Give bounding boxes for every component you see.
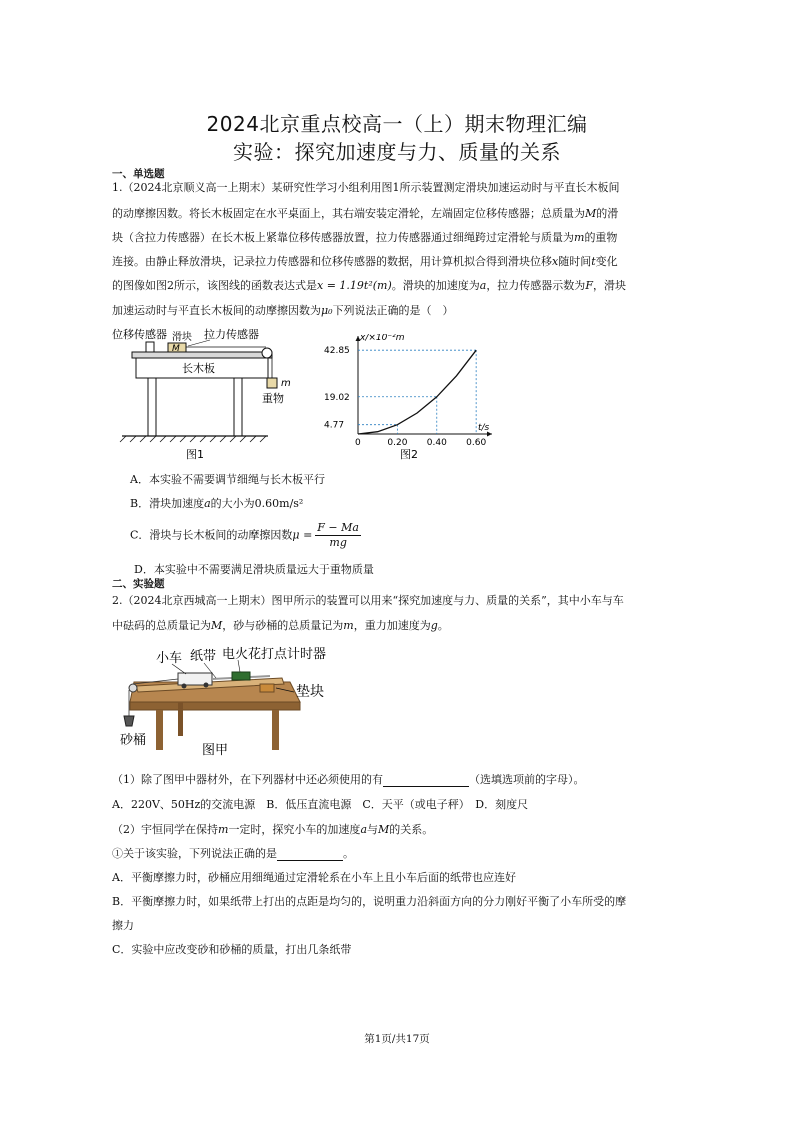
wedge-block — [260, 684, 274, 692]
table-leg-1 — [156, 710, 163, 750]
q1-formula: x = 1.19t²(m) — [317, 279, 392, 292]
q2-line-1: 2.（2024北京西城高一上期末）图甲所示的装置可以用来“探究加速度与力、质量的关系”，其中小车与车 — [112, 594, 624, 607]
friction-fraction: $\frac{F - Ma}{mg}$ — [317, 521, 359, 549]
q2-sub2: （2）宇恒同学在保持m一定时，探究小车的加速度a与M的关系。 — [112, 823, 434, 836]
table-leg-3 — [178, 702, 183, 736]
spark-timer — [232, 672, 250, 680]
q1-option-c[interactable]: C．滑块与长木板间的动摩擦因数μ = $\frac{F - Ma}{mg}$ — [130, 521, 359, 549]
answer-blank-1[interactable] — [383, 773, 469, 787]
page-number: 第1页/共17页 — [364, 1033, 430, 1045]
x-tick-label: 0 — [355, 438, 361, 448]
document-title: 2024北京重点校高一（上）期末物理汇编 — [206, 112, 588, 136]
q2-line-2: 中砝码的总质量记为M，砂与砂桶的总质量记为m，重力加速度为g。 — [112, 619, 449, 632]
section-heading-experiment: 二、实验题 — [112, 578, 165, 590]
q1-line-4: 连接。由静止释放滑块，记录拉力传感器和位移传感器的数据，用计算机拟合得到滑块位移x随时间t变化 — [112, 255, 618, 268]
table-leg-left — [148, 378, 156, 436]
q1-option-d[interactable]: D．本实验中不需要满足滑块质量远大于重物质量 — [134, 563, 374, 576]
q1-line-5: 的图像如图2所示，该图线的函数表达式是x = 1.19t²(m)。滑块的加速度为a，拉力传感器示数为F，滑块 — [112, 279, 626, 292]
cart-label: 小车 — [156, 651, 183, 666]
q2-sub1-options[interactable]: A．220V、50Hz的交流电源 B．低压直流电源 C．天平（或电子秤） D．刻度尺 — [112, 798, 529, 811]
q1-option-b[interactable]: B．滑块加速度a的大小为0.60m/s² — [130, 497, 304, 510]
x-tick-label: 0.40 — [426, 438, 447, 448]
pulley — [129, 684, 137, 692]
weight-block — [267, 378, 277, 388]
figure-1-apparatus — [112, 324, 292, 464]
displacement-sensor — [146, 342, 154, 352]
y-tick-label: 42.85 — [324, 346, 350, 357]
q1-line-6: 加速运动时与平直长木板间的动摩擦因数为μ₀下列说法正确的是（ ） — [112, 304, 454, 317]
force-sensor-label: 拉力传感器 — [204, 328, 259, 341]
figure-2-caption: 图2 — [400, 448, 418, 461]
ground-hatch — [120, 436, 266, 442]
q1-option-a[interactable]: A．本实验不需要调节细绳与长木板平行 — [130, 473, 325, 486]
q2-option-b-line2: 擦力 — [112, 919, 134, 932]
answer-blank-2[interactable] — [277, 847, 343, 861]
slider-label: 滑块 — [172, 332, 192, 343]
q2-sub2-q1: ①关于该实验，下列说法正确的是 。 — [112, 847, 354, 860]
section-heading-single-choice: 一、单选题 — [112, 168, 165, 180]
slider-mass-label: M — [172, 344, 180, 354]
q1-line-2: 的动摩擦因数。将长木板固定在水平桌面上，其右端安装定滑轮，左端固定位移传感器；总质量为M的滑 — [112, 207, 619, 220]
y-axis-label: x/×10⁻²m — [360, 334, 405, 343]
figure-jia-apparatus — [120, 644, 350, 762]
tape-label: 纸带 — [190, 649, 217, 664]
board-label: 长木板 — [182, 362, 215, 375]
x-tick-label: 0.60 — [466, 438, 487, 448]
q2-option-a[interactable]: A．平衡摩擦力时，砂桶应用细绳通过定滑轮系在小车上且小车后面的纸带也应连好 — [112, 871, 516, 884]
x-tick-label: 0.20 — [387, 438, 408, 448]
document-subtitle: 实验：探究加速度与力、质量的关系 — [233, 140, 561, 164]
timer-label: 电火花打点计时器 — [222, 647, 327, 662]
x-axis-label: t/s — [478, 423, 490, 433]
block-label: 垫块 — [296, 684, 324, 700]
series-line — [358, 350, 476, 434]
table-leg-2 — [272, 710, 279, 750]
figure-jia-caption: 图甲 — [202, 743, 229, 758]
q1-line-3: 块（含拉力传感器）在长木板上紧靠位移传感器放置，拉力传感器通过细绳跨过定滑轮与质量为m的重物 — [112, 231, 618, 244]
figure-1-caption: 图1 — [186, 448, 204, 461]
table-front — [130, 702, 300, 710]
long-board — [132, 352, 272, 358]
weight-label: 重物 — [262, 392, 284, 405]
sand-bucket — [124, 716, 134, 726]
q2-option-b-line1[interactable]: B．平衡摩擦力时，如果纸带上打出的点距是均匀的，说明重力沿斜面方向的分力刚好平衡了小车所受的摩 — [112, 895, 627, 908]
displacement-sensor-label: 位移传感器 — [112, 328, 167, 341]
q2-option-c[interactable]: C．实验中应改变砂和砂桶的质量，打出几条纸带 — [112, 943, 352, 956]
q1-line-1: 1.（2024北京顺义高一上期末）某研究性学习小组利用图1所示装置测定滑块加速运动时与平直长木板间 — [112, 181, 620, 194]
figure-2-chart — [316, 334, 496, 464]
weight-mass-label: m — [281, 378, 291, 389]
bucket-label: 砂桶 — [120, 733, 147, 748]
q2-sub1: （1）除了图甲中器材外，在下列器材中还必须使用的有 （选填选项前的字母）。 — [112, 773, 585, 786]
y-tick-label: 19.02 — [324, 392, 350, 403]
y-tick-label: 4.77 — [324, 420, 345, 431]
pulley — [262, 348, 272, 358]
table-leg-right — [234, 378, 242, 436]
